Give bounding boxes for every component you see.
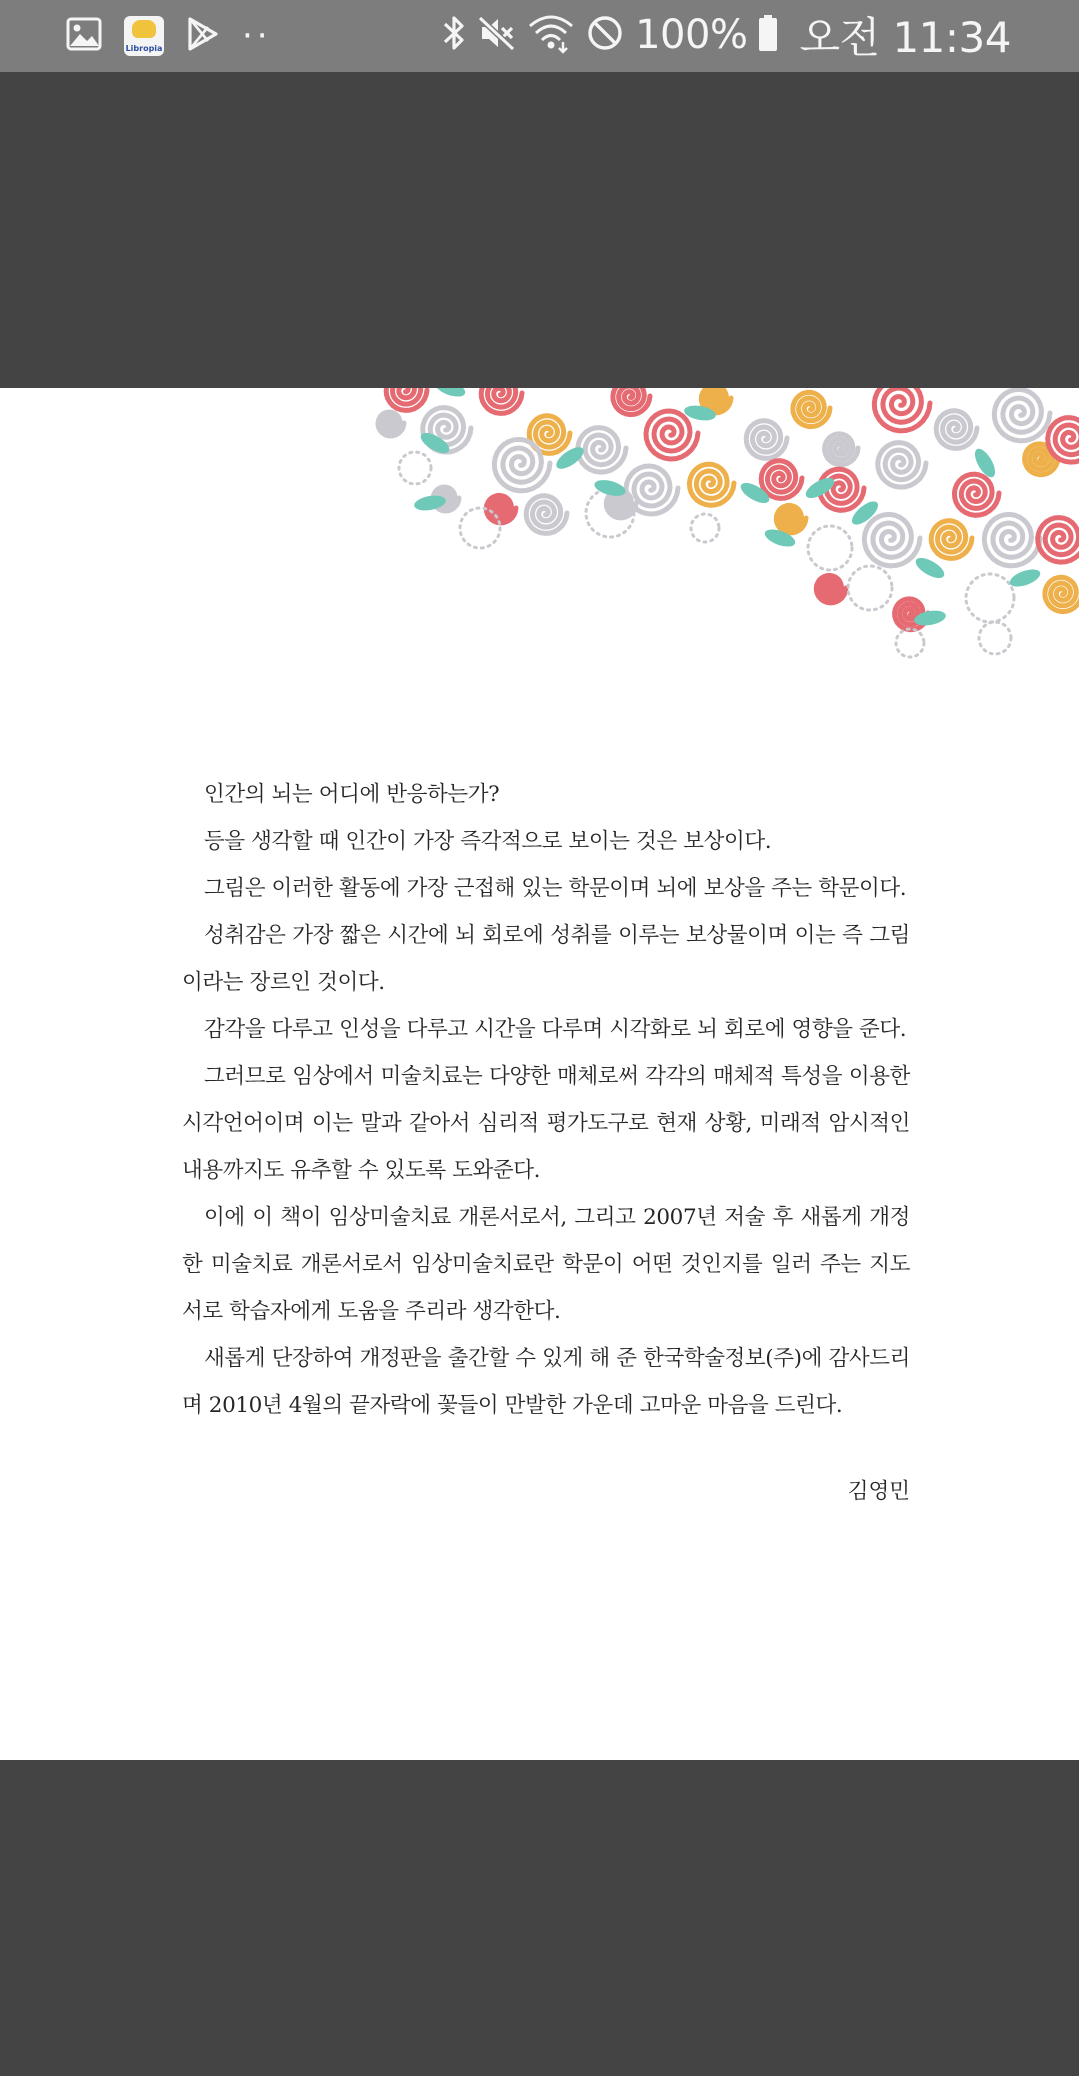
gallery-icon: [66, 17, 102, 55]
do-not-disturb-icon: [585, 13, 625, 57]
author-name: 김영민: [847, 1479, 910, 1504]
book-page[interactable]: [0, 388, 1079, 1760]
status-bar: [0, 0, 1079, 72]
mute-icon: [477, 13, 517, 57]
battery-icon: [757, 13, 779, 57]
preface-paragraph: 그림은 이러한 활동에 가장 근접해 있는 학문이며 뇌에 보상을 주는 학문이다.: [204, 876, 907, 901]
reader-bottom-margin[interactable]: [0, 1760, 1079, 2076]
libropia-app-icon: Libropia: [124, 16, 164, 56]
preface-paragraph: 인간의 뇌는 어디에 반응하는가?: [204, 782, 500, 807]
wifi-icon: [527, 12, 575, 58]
battery-percent: 100%: [635, 12, 748, 58]
preface-paragraph: 감각을 다루고 인성을 다루고 시간을 다루며 시각화로 뇌 회로에 영향을 준다.: [204, 1017, 907, 1042]
preface-text: [182, 771, 910, 1429]
preface-paragraph: 그러므로 임상에서 미술치료는 다양한 매체로써 각각의 매체적 특성을 이용한 시각언어이며 이는 말과 같아서 심리적 평가도구로 현재 상황, 미래적 암시적인 내용까지도 유추할 수 있도록 도와준다.: [182, 1064, 910, 1183]
preface-paragraph: 새롭게 단장하여 개정판을 출간할 수 있게 해 준 한국학술정보(주)에 감사드리며 2010년 4월의 끝자락에 꽃들이 만발한 가운데 고마운 마음을 드린다.: [182, 1346, 910, 1418]
more-notifications-icon: ··: [242, 16, 272, 56]
system-status: [441, 10, 1011, 60]
bluetooth-icon: [441, 13, 467, 57]
swirl-flower-illustration: [370, 388, 1079, 668]
preface-paragraph: 이에 이 책이 임상미술치료 개론서로서, 그리고 2007년 저술 후 새롭게 개정한 미술치료 개론서로서 임상미술치료란 학문이 어떤 것인지를 일러 주는 지도서로 학습자에게 도움을 주리라 생각한다.: [182, 1205, 910, 1324]
reader-top-margin[interactable]: [0, 72, 1079, 388]
play-store-icon: [186, 16, 220, 56]
notification-icons: [66, 14, 272, 58]
preface-paragraph: 성취감은 가장 짧은 시간에 뇌 회로에 성취를 이루는 보상물이며 이는 즉 그림이라는 장르인 것이다.: [182, 923, 910, 995]
clock: 오전 11:34: [799, 13, 1011, 62]
preface-paragraph: 등을 생각할 때 인간이 가장 즉각적으로 보이는 것은 보상이다.: [204, 829, 772, 854]
